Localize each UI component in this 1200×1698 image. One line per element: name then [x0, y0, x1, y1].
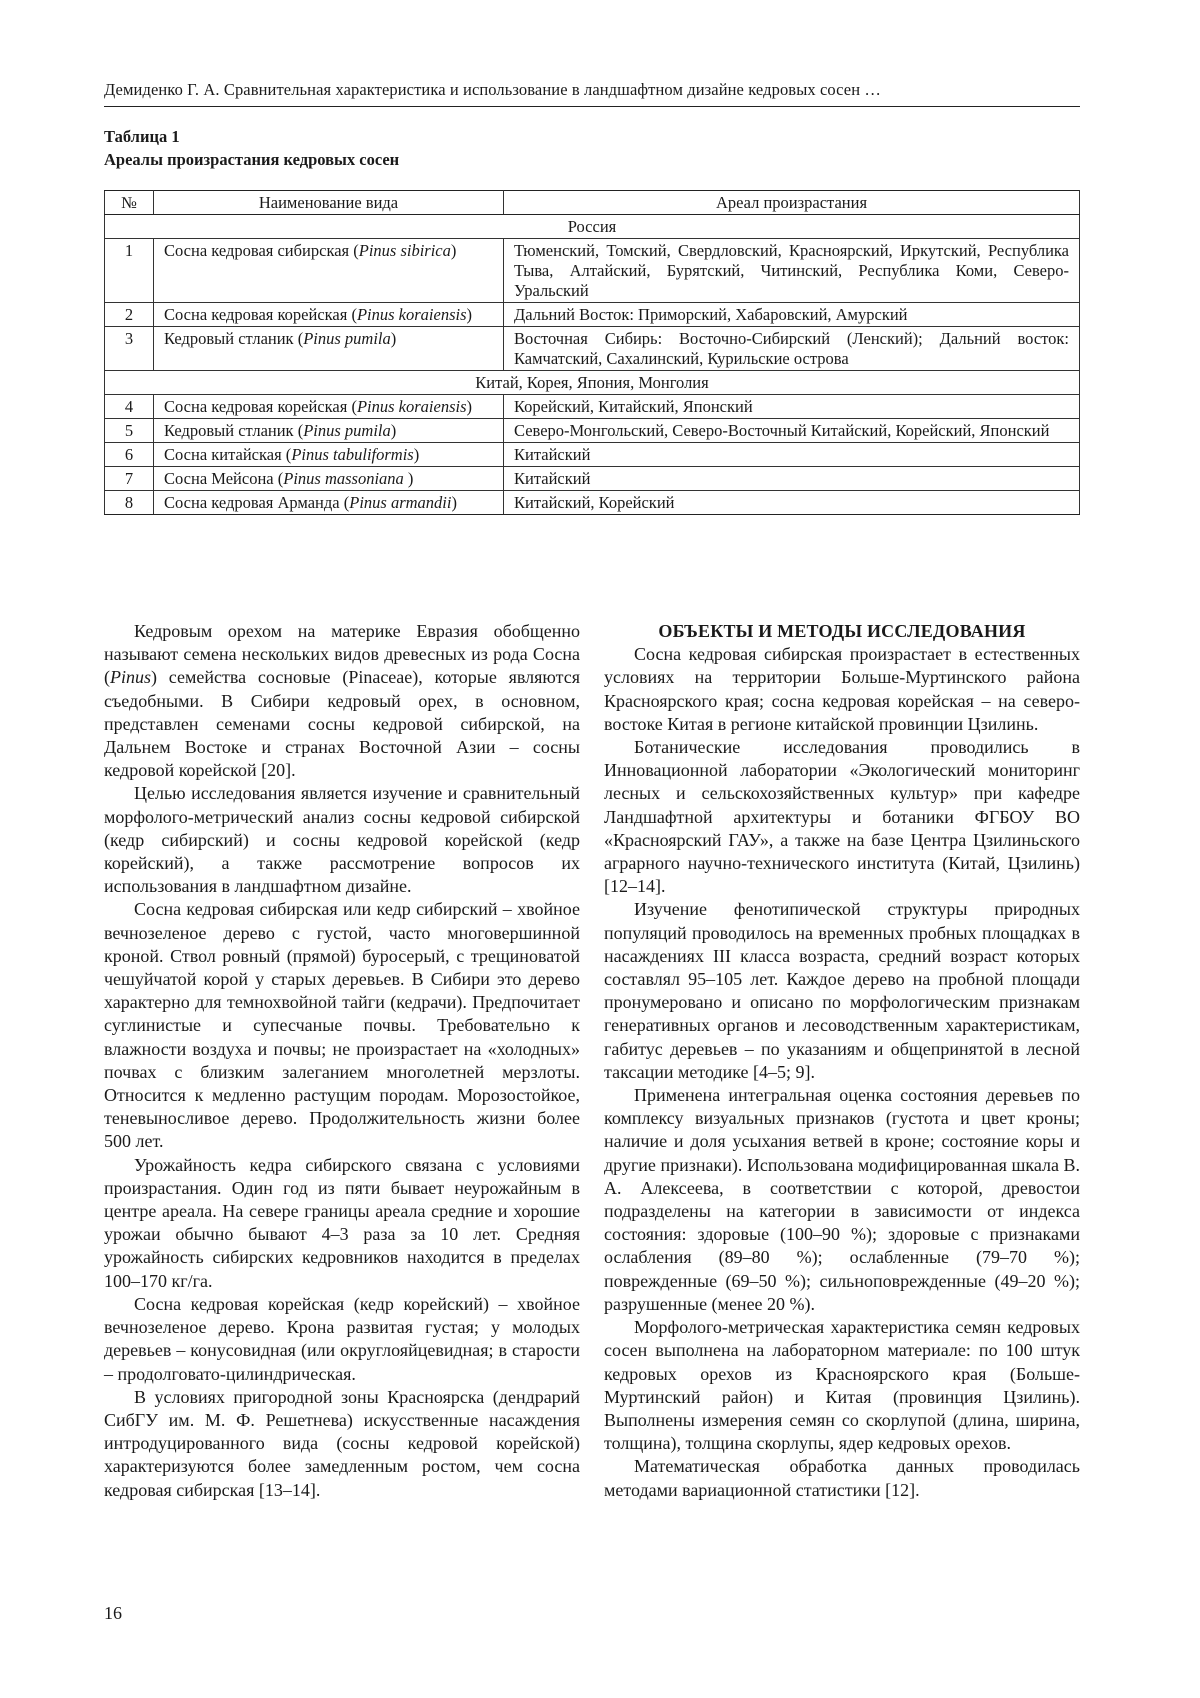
col-area-header: Ареал произрастания: [504, 191, 1080, 215]
species-common-name: Сосна Мейсона (: [164, 469, 284, 488]
species-name-close: ): [413, 445, 420, 464]
species-name: [154, 467, 504, 491]
table-row: [105, 467, 1080, 491]
paragraph: В условиях пригородной зоны Красноярска (дендрарий СибГУ им. М. Ф. Решетнева) искусственные насаждения интродуцированного вида (сосны кедровой корейской) характеризуются более замедленным ростом, чем сосна кедровая сибирская [13–14].: [104, 1386, 580, 1500]
table-row: [105, 395, 1080, 419]
species-area: Китайский: [504, 443, 1080, 467]
species-name-close: ): [450, 241, 457, 260]
paragraph: Сосна кедровая сибирская или кедр сибирский – хвойное вечнозеленое дерево с густой, часто многовершинной кроной. Ствол ровный (прямой) буросерый, с трещиноватой чешуйчатой корой у старых деревьев. В Сибири это дерево характерно для темнохвойной тайги (кедрачи). Предпочитает суглинистые и супесчаные почвы. Требовательно к влажности воздуха и почвы; не произрастает на «холодных» почвах с близким залеганием многолетней мерзлоты. Относится к медленно растущим породам. Морозостойкое, теневыносливое дерево. Продолжительность жизни более 500 лет.: [104, 899, 580, 1152]
row-number: 4: [105, 395, 154, 419]
table-row: [105, 327, 1080, 371]
paragraph: Урожайность кедра сибирского связана с условиями произрастания. Один год из пяти бывает неурожайным в центре ареала. На севере границы ареала средние и хорошие урожаи обычно бывают 4–3 раза за 10 лет. Средняя урожайность сибирских кедровников находится в пределах 100–170 кг/га.: [104, 1154, 580, 1291]
table-body: [105, 215, 1080, 515]
species-name-close: ): [390, 329, 397, 348]
section-heading: ОБЪЕКТЫ И МЕТОДЫ ИССЛЕДОВАНИЯ: [658, 621, 1026, 641]
species-area: Китайский: [504, 467, 1080, 491]
paragraph: Целью исследования является изучение и сравнительный морфолого-метрический анализ сосны кедровой сибирской (кедр сибирский) и сосны кедровой корейской (кедр корейский), а также рассмотрение вопросов их использования в ландшафтном дизайне.: [104, 783, 580, 897]
species-name: [154, 491, 504, 515]
table-row: [105, 303, 1080, 327]
species-area: Тюменский, Томский, Свердловский, Красноярский, Иркутский, Республика Тыва, Алтайский, Бурятский, Читинский, Республика Коми, Северо-Уральский: [504, 239, 1080, 303]
species-name-close: ): [407, 469, 414, 488]
row-number: 3: [105, 327, 154, 371]
species-latin-name: Pinus koraiensis: [356, 305, 467, 324]
paragraph: Сосна кедровая корейская (кедр корейский) – хвойное вечнозеленое дерево. Крона развитая густая; у молодых деревьев – конусовидная (или округлояйцевидная; в старости – продолговато-цилиндрическая.: [104, 1293, 580, 1384]
paragraph: Применена интегральная оценка состояния деревьев по комплексу визуальных признаков (густота и цвет кроны; наличие и доля усыхания ветвей в кроне; состояние коры и другие признаки). Использована модифицированная шкала В. А. Алексеева, в соответствии с которой, древостои подразделены на категории в зависимости от индекса состояния: здоровые (100–90 %); здоровые с признаками ослабления (89–80 %); ослабленные (79–70 %); поврежденные (69–50 %); сильноповрежденные (49–20 %); разрушенные (менее 20 %).: [604, 1085, 1080, 1314]
table-row: [105, 239, 1080, 303]
paragraph: Математическая обработка данных проводилась методами вариационной статистики [12].: [604, 1456, 1080, 1500]
col-number-header: №: [105, 191, 154, 215]
species-common-name: Сосна кедровая корейская (: [164, 305, 357, 324]
page-number: 16: [104, 1603, 122, 1623]
paragraph: Кедровым орехом на материке Евразия обобщенно называют семена нескольких видов древесных из рода Сосна (Pinus) семейства сосновые (Pinaceae), которые являются съедобными. В Сибири кедровый орех, в основном, представлен семенами сосны кедровой сибирской, на Дальнем Востоке и странах Восточной Азии – сосны кедровой корейской [20].: [104, 621, 580, 781]
species-name-close: ): [466, 397, 472, 416]
region-row: [105, 215, 1080, 239]
paragraph: Изучение фенотипической структуры природных популяций проводилось на временных пробных площадках в насаждениях III класса возраста, средний возраст которых составлял 95–105 лет. Каждое дерево на пробной площади пронумеровано и описано по морфологическим признакам генеративных органов и лесоводственным характеристикам, габитус деревьев – по указаниям и общепринятой в лесной таксации методике [4–5; 9].: [604, 899, 1080, 1082]
species-latin-name: Pinus massoniana: [283, 469, 408, 488]
areas-table: [104, 190, 1080, 515]
species-name: [154, 303, 504, 327]
species-common-name: Сосна китайская (: [164, 445, 292, 464]
row-number: 1: [105, 239, 154, 303]
species-common-name: Кедровый стланик (: [164, 421, 304, 440]
row-number: 5: [105, 419, 154, 443]
region-row: [105, 371, 1080, 395]
species-name-close: ): [466, 305, 472, 324]
species-name-close: ): [451, 493, 457, 512]
region-label: Россия: [105, 215, 1080, 239]
running-header: Демиденко Г. А. Сравнительная характеристика и использование в ландшафтном дизайне кедровых сосен …: [104, 80, 1080, 107]
species-latin-name: Pinus pumila: [303, 329, 391, 348]
row-number: 6: [105, 443, 154, 467]
row-number: 7: [105, 467, 154, 491]
col-species-header: Наименование вида: [154, 191, 504, 215]
species-latin-name: Pinus sibirica: [358, 241, 451, 260]
table-header-row: [105, 191, 1080, 215]
row-number: 2: [105, 303, 154, 327]
species-name: [154, 419, 504, 443]
table-caption: [104, 125, 399, 171]
row-number: 8: [105, 491, 154, 515]
species-area: Восточная Сибирь: Восточно-Сибирский (Ленский); Дальний восток: Камчатский, Сахалинский, Курильские острова: [504, 327, 1080, 371]
table-label: Таблица 1: [104, 127, 180, 146]
paragraph: Ботанические исследования проводились в Инновационной лаборатории «Экологический мониторинг лесных и сельскохозяйственных культур» при кафедре Ландшафтной архитектуры и ботаники ФГБОУ ВО «Красноярский ГАУ», а также на базе Центра Цзилиньского аграрного научно-технического института (Китай, Цзилинь) [12–14].: [604, 737, 1080, 897]
species-latin-name: Pinus armandii: [349, 493, 452, 512]
species-area: Китайский, Корейский: [504, 491, 1080, 515]
species-latin-name: Pinus tabuliformis: [291, 445, 414, 464]
species-name-close: ): [390, 421, 397, 440]
species-area: Дальний Восток: Приморский, Хабаровский, Амурский: [504, 303, 1080, 327]
species-name: [154, 443, 504, 467]
species-area: Корейский, Китайский, Японский: [504, 395, 1080, 419]
species-common-name: Сосна кедровая сибирская (: [164, 241, 359, 260]
species-latin-name: Pinus pumila: [303, 421, 391, 440]
table-row: [105, 491, 1080, 515]
species-common-name: Сосна кедровая корейская (: [164, 397, 357, 416]
paragraph: Сосна кедровая сибирская произрастает в естественных условиях на территории Больше-Муртинского района Красноярского края; сосна кедровая корейская – на северо-востоке Китая в регионе китайской провинции Цзилинь.: [604, 644, 1080, 734]
species-name: [154, 395, 504, 419]
right-column: [604, 620, 1080, 1502]
species-name: [154, 327, 504, 371]
left-column: [104, 620, 580, 1502]
table-row: [105, 419, 1080, 443]
species-common-name: Сосна кедровая Арманда (: [164, 493, 350, 512]
table-title: Ареалы произрастания кедровых сосен: [104, 150, 400, 169]
species-latin-name: Pinus koraiensis: [356, 397, 467, 416]
species-name: [154, 239, 504, 303]
species-common-name: Кедровый стланик (: [164, 329, 304, 348]
table-row: [105, 443, 1080, 467]
paragraph: Морфолого-метрическая характеристика семян кедровых сосен выполнена на лабораторном материале: по 100 штук кедровых орехов из Красноярского края (Больше-Муртинский район) и Китая (провинция Цзилинь). Выполнены измерения семян со скорлупой (длина, ширина, толщина), толщина скорлупы, ядер кедровых орехов.: [604, 1317, 1080, 1454]
region-label: Китай, Корея, Япония, Монголия: [105, 371, 1080, 395]
species-area: Северо-Монгольский, Северо-Восточный Китайский, Корейский, Японский: [504, 419, 1080, 443]
